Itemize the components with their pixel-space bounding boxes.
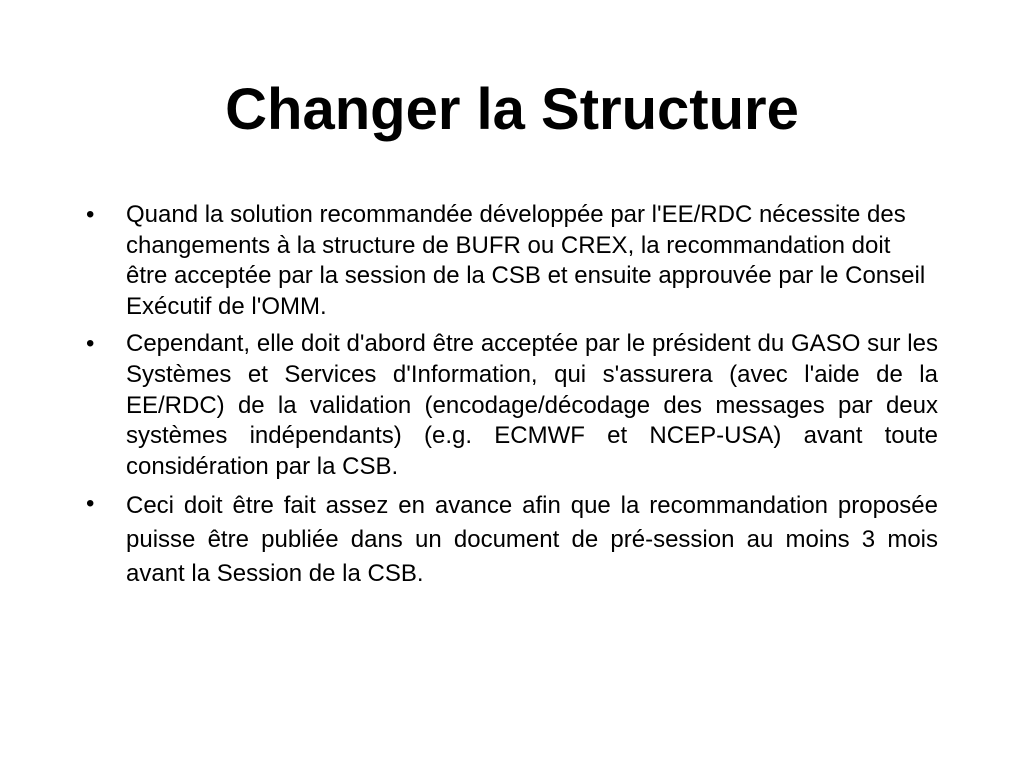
bullet-text: Ceci doit être fait assez en avance afin que la recommandation proposée puisse être publiée dans un document de pré-session au moins 3 mois avant la Session de la CSB. bbox=[126, 492, 938, 588]
bullet-icon: • bbox=[86, 490, 95, 518]
bullet-list bbox=[86, 200, 938, 598]
bullet-text: Cependant, elle doit d'abord être acceptée par le président du GASO sur les Systèmes et Services d'Information, qui s'assurera (avec l'aide de la EE/RDC) de la validation (encodage/décodage des messages par deux systèmes indépendants) (e.g. ECMWF et NCEP-USA) avant toute considération par la CSB. bbox=[126, 330, 938, 480]
bullet-text: Quand la solution recommandée développée par l'EE/RDC nécessite des changements à la structure de BUFR ou CREX, la recommandation doit être acceptée par la session de la CSB et ensuite approuvée par le Conseil Exécutif de l'OMM. bbox=[126, 201, 926, 320]
bullet-icon: • bbox=[86, 330, 95, 358]
slide-title: Changer la Structure bbox=[225, 77, 799, 142]
bullet-item bbox=[86, 200, 938, 322]
bullet-icon: • bbox=[86, 201, 95, 228]
bullet-item bbox=[86, 329, 938, 482]
bullet-item bbox=[86, 489, 938, 591]
